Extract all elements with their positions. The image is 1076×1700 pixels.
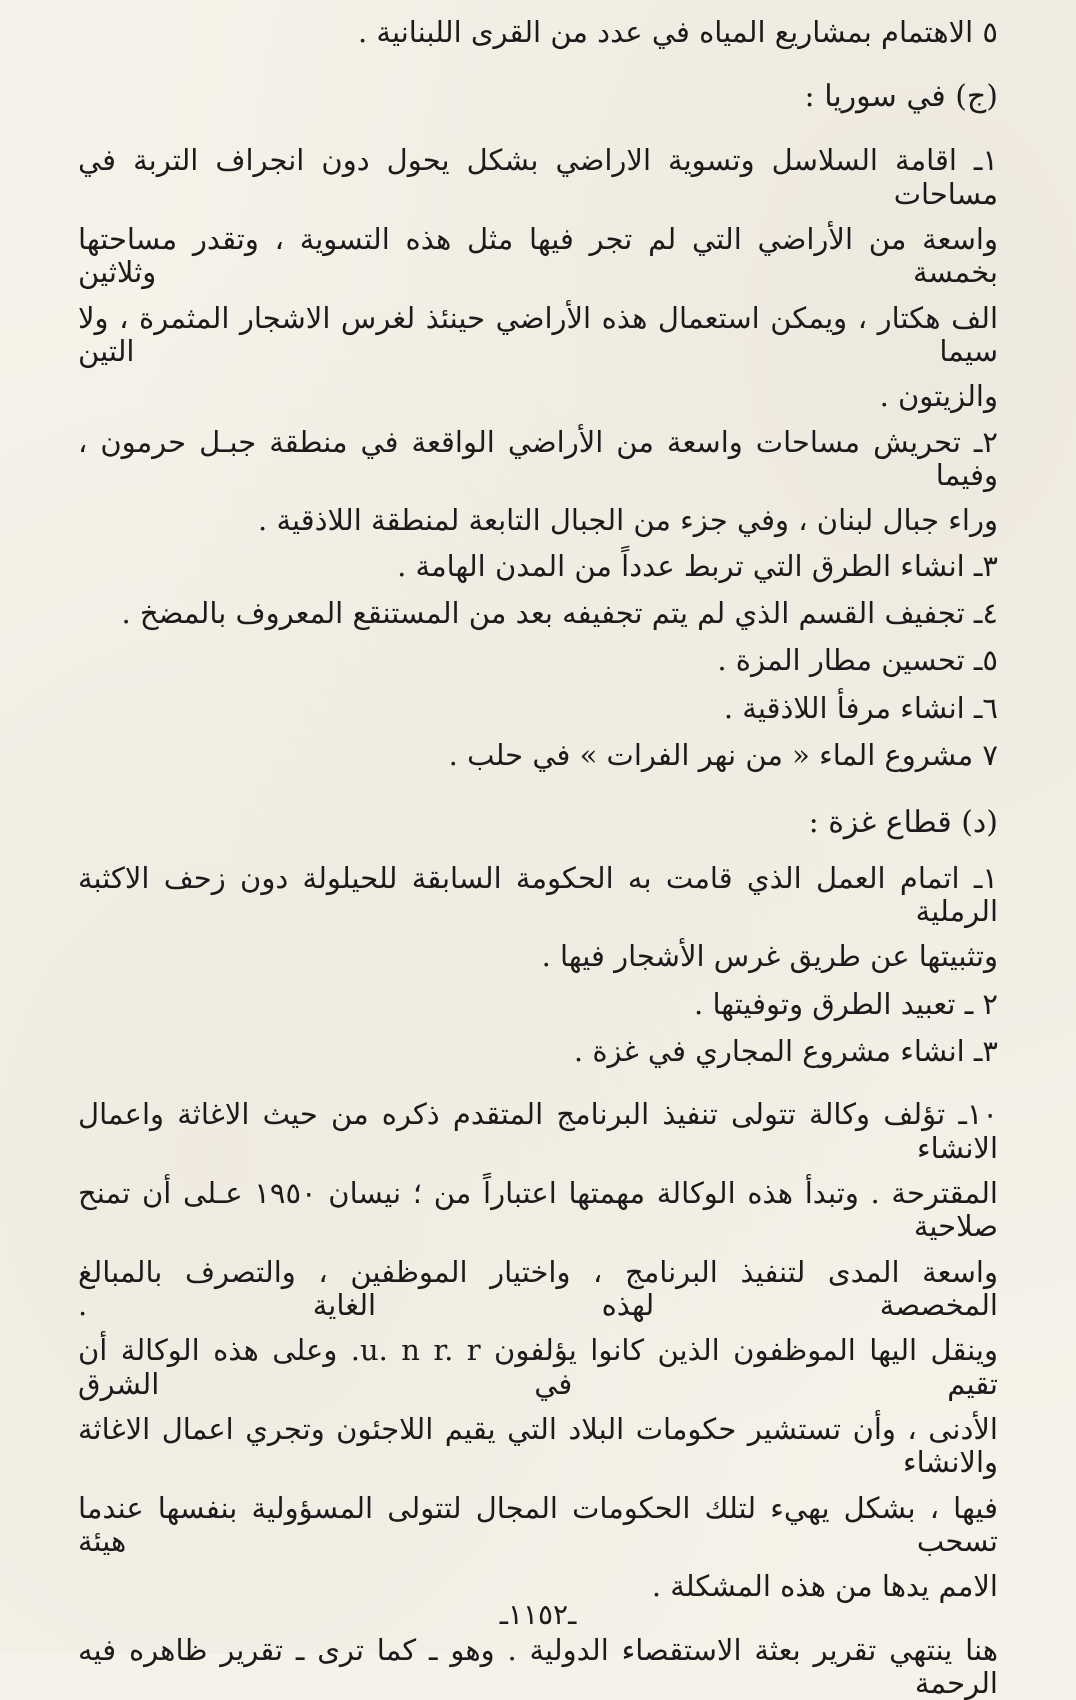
syria-item-1-line-3: الف هكتار ، ويمكن استعمال هذه الأراضي حينئذ لغرس الاشجار المثمرة ، ولا سيما التين: [78, 300, 998, 369]
syria-item-3: ٣ـ انشاء الطرق التي تربط عدداً من المدن الهامة .: [397, 548, 998, 583]
gaza-item-3: ٣ـ انشاء مشروع المجاري في غزة .: [573, 1033, 998, 1068]
syria-item-2-line-1: ٢ـ تحريش مساحات واسعة من الأراضي الواقعة في منطقة جبـل حرمون ، وفيما: [78, 424, 998, 493]
gaza-item-1: [78, 862, 998, 974]
section-10-line-5: الأدنى ، وأن تستشير حكومات البلاد التي يقيم اللاجئون وتجري اعمال الاغاثة والانشاء: [78, 1411, 998, 1480]
syria-item-1: [78, 144, 998, 413]
syria-item-6: ٦ـ انشاء مرفأ اللاذقية .: [723, 690, 998, 725]
gaza-heading: (د) قطاع غزة :: [808, 804, 998, 840]
syria-item-1-line-4: والزيتون .: [879, 379, 998, 414]
lebanon-item-5: ٥ الاهتمام بمشاريع المياه في عدد من القرى اللبنانية .: [358, 15, 998, 49]
syria-heading: (ج) في سوريا :: [804, 79, 998, 115]
syria-item-1-line-2: واسعة من الأراضي التي لم تجر فيها مثل هذه التسوية ، وتقدر مساحتها بخمسة وثلاثين: [78, 222, 998, 290]
section-10-line-4: وينقل اليها الموظفون الذين كانوا يؤلفون u. n r. r. وعلى هذه الوكالة أن تقيم في الشرق: [78, 1333, 999, 1401]
syria-item-1-line-1: ١ـ اقامة السلاسل وتسوية الاراضي بشكل يحول دون انجراف التربة في مساحات: [78, 143, 998, 211]
section-10-line-2: المقترحة . وتبدأ هذه الوكالة مهمتها اعتباراً من ؛ نيسان ١٩٥٠ عـلى أن تمنح صلاحية: [78, 1175, 998, 1244]
section-10-line-3: واسعة المدى لتنفيذ البرنامج ، واختيار الموظفين ، والتصرف بالمبالغ المخصصة لهذه الغاية .: [78, 1254, 998, 1322]
section-10-line-7: الامم يدها من هذه المشكلة .: [651, 1569, 998, 1604]
syria-item-5: ٥ـ تحسين مطار المزة .: [717, 643, 998, 678]
section-10: [78, 1098, 998, 1603]
section-10-line-1: ١٠ـ تؤلف وكالة تتولى تنفيذ البرنامج المتقدم ذكره من حيث الاغاثة واعمال الانشاء: [78, 1097, 998, 1165]
page-number: ـ١١٥٢ـ: [499, 1598, 577, 1631]
gaza-item-1-line-2: وتثبيتها عن طريق غرس الأشجار فيها .: [541, 939, 998, 974]
syria-item-7: ٧ مشروع الماء « من نهر الفرات » في حلب .: [448, 738, 998, 773]
syria-item-4: ٤ـ تجفيف القسم الذي لم يتم تجفيفه بعد من المستنقع المعروف بالمضخ .: [121, 596, 998, 631]
gaza-item-2: ٢ ـ تعبيد الطرق وتوفيتها .: [694, 986, 998, 1021]
section-10-line-6: فيها ، بشكل يهيء لتلك الحكومات المجال لتتولى المسؤولية بنفسها عندما تسحب هيئة: [78, 1490, 998, 1558]
gaza-item-1-line-1: ١ـ اتمام العمل الذي قامت به الحكومة السابقة للحيلولة دون زحف الاكثبة الرملية: [78, 860, 998, 928]
closing-line: هنا ينتهي تقرير بعثة الاستقصاء الدولية . وهو ـ كما ترى ـ تقرير ظاهره فيه الرحمة: [78, 1632, 998, 1700]
syria-item-2: [78, 426, 998, 538]
syria-item-2-line-2: وراء جبال لبنان ، وفي جزء من الجبال التابعة لمنطقة اللاذقية .: [258, 503, 998, 538]
